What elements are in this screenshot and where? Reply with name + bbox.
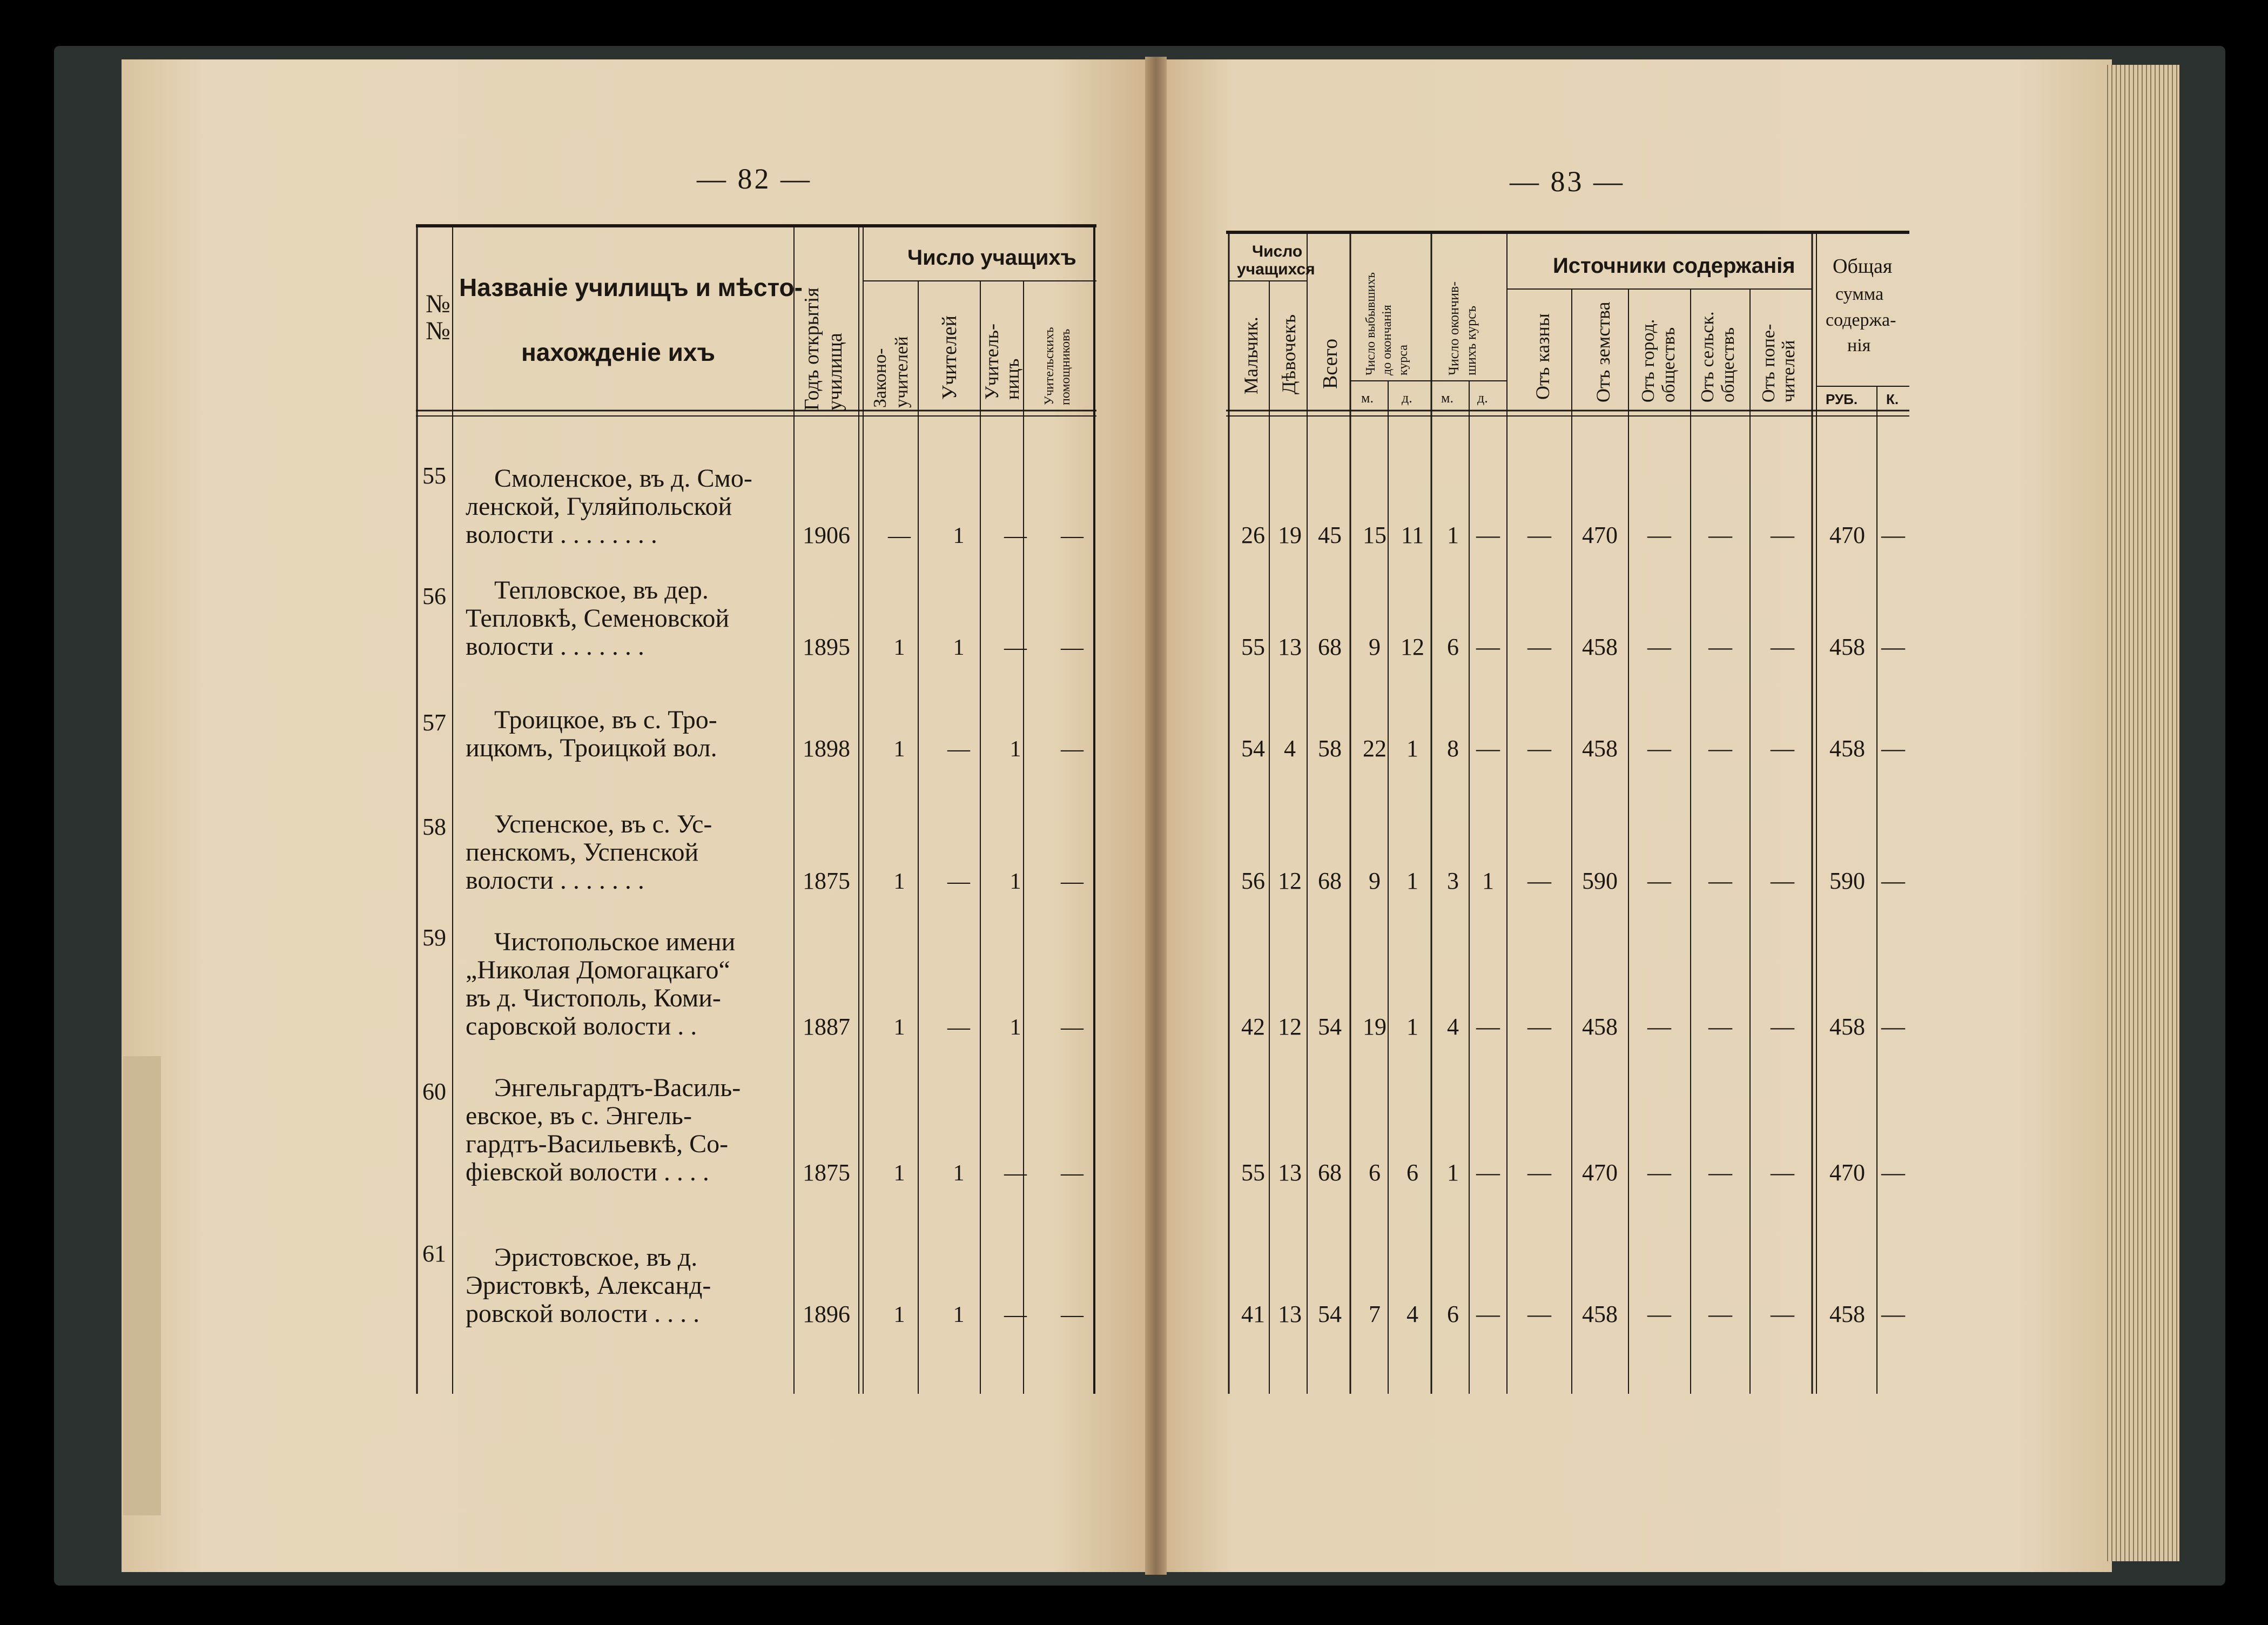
school-name-line: саровской волости . . — [466, 1012, 697, 1040]
row-number: 57 — [422, 709, 446, 736]
school-name-line: Смоленское, въ д. Смо- — [494, 464, 752, 493]
header-treasury: Отъ казны — [1532, 313, 1553, 400]
zemstvo-cell: 458 — [1582, 735, 1618, 762]
boys-cell: 54 — [1241, 735, 1265, 762]
grad_m-cell: 1 — [1447, 522, 1459, 548]
boys-cell: 56 — [1241, 868, 1265, 894]
boys-cell: 26 — [1241, 522, 1265, 548]
row-number: 55 — [422, 462, 446, 489]
row-number: 61 — [422, 1240, 446, 1267]
rural-cell: — — [1708, 735, 1732, 762]
grad_d-cell: — — [1476, 634, 1500, 660]
total-cell: 68 — [1318, 1159, 1342, 1186]
boys-cell: 41 — [1241, 1301, 1265, 1327]
sum-cell: 470 — [1829, 522, 1865, 548]
female-teachers-cell: — — [1004, 523, 1027, 548]
city-cell: — — [1647, 868, 1671, 894]
trustees-cell: — — [1771, 634, 1794, 660]
school-name-line: волости . . . . . . . — [466, 866, 644, 895]
rural-cell: — — [1708, 634, 1732, 660]
right-table-rows — [1241, 522, 1906, 1327]
grad_d-cell: 1 — [1482, 868, 1494, 894]
female-teachers-cell: — — [1004, 635, 1027, 660]
school-name-line: ровской волости . . . . — [466, 1299, 700, 1328]
grad_d-cell: — — [1476, 1013, 1500, 1040]
header-dropped-3: курса — [1396, 345, 1410, 375]
header-students-2: учащихся — [1237, 260, 1315, 278]
year-cell: 1875 — [803, 868, 850, 894]
header-teachers: Учителей — [938, 315, 961, 400]
school-name-line: волости . . . . . . . — [466, 632, 644, 661]
city-cell: — — [1647, 735, 1671, 762]
school-name-line: Тепловкѣ, Семеновской — [466, 604, 730, 633]
header-grad-m: м. — [1441, 390, 1453, 406]
teachers-cell: 1 — [953, 523, 965, 548]
female-teachers-cell: — — [1004, 1302, 1027, 1327]
kop-cell: — — [1881, 1013, 1905, 1040]
boys-cell: 55 — [1241, 1159, 1265, 1186]
kop-cell: — — [1881, 735, 1905, 762]
city-cell: — — [1647, 1159, 1671, 1186]
header-assist-2: помощниковъ — [1059, 328, 1073, 405]
grad_m-cell: 3 — [1447, 868, 1459, 894]
header-sum-2: сумма — [1835, 284, 1884, 304]
row-number: 59 — [422, 924, 446, 951]
sum-cell: 458 — [1829, 735, 1865, 762]
treasury-cell: — — [1527, 1013, 1551, 1040]
header-no-2: № — [426, 317, 450, 345]
assistants-cell: — — [1061, 1161, 1083, 1186]
header-students-1: Число — [1252, 243, 1303, 260]
grad_m-cell: 4 — [1447, 1013, 1459, 1040]
treasury-cell: — — [1527, 1301, 1551, 1327]
zemstvo-cell: 470 — [1582, 1159, 1618, 1186]
teachers-cell: — — [947, 737, 970, 762]
header-city-1: Отъ город. — [1638, 319, 1658, 402]
school-name-line: пенскомъ, Успенской — [466, 838, 699, 867]
trustees-cell: — — [1771, 522, 1794, 548]
drop_d-cell: 1 — [1406, 735, 1418, 762]
boys-cell: 55 — [1241, 634, 1265, 660]
school-name-line: Чистопольское имени — [494, 928, 736, 956]
header-zemstvo: Отъ земства — [1592, 301, 1614, 402]
zemstvo-cell: 590 — [1582, 868, 1618, 894]
teachers-cell: 1 — [953, 635, 965, 660]
kop-cell: — — [1881, 868, 1905, 894]
drop_m-cell: 7 — [1369, 1301, 1381, 1327]
header-trustees-1: Отъ попе- — [1759, 324, 1779, 402]
drop_d-cell: 6 — [1406, 1159, 1418, 1186]
header-law-2: учителей — [892, 336, 912, 408]
header-city-2: обществъ — [1659, 327, 1679, 402]
year-cell: 1906 — [803, 522, 850, 548]
school-name-line: евское, въ с. Энгель- — [466, 1102, 692, 1130]
trustees-cell: — — [1771, 1301, 1794, 1327]
law-teachers-cell: 1 — [893, 1161, 905, 1186]
header-rural-1: Отъ сельск. — [1698, 311, 1718, 402]
zemstvo-cell: 458 — [1582, 1013, 1618, 1040]
drop_m-cell: 15 — [1363, 522, 1387, 548]
teachers-cell: — — [947, 1015, 970, 1040]
city-cell: — — [1647, 634, 1671, 660]
girls-cell: 4 — [1284, 735, 1296, 762]
assistants-cell: — — [1061, 635, 1083, 660]
grad_m-cell: 6 — [1447, 634, 1459, 660]
female-teachers-cell: 1 — [1010, 1015, 1021, 1040]
school-name-line: волости . . . . . . . . — [466, 520, 657, 549]
drop_m-cell: 19 — [1363, 1013, 1387, 1040]
header-no-1: № — [426, 290, 450, 318]
year-cell: 1895 — [803, 634, 850, 660]
total-cell: 54 — [1318, 1301, 1342, 1327]
total-cell: 68 — [1318, 868, 1342, 894]
year-cell: 1896 — [803, 1301, 850, 1327]
trustees-cell: — — [1771, 868, 1794, 894]
treasury-cell: — — [1527, 868, 1551, 894]
header-boys: Мальчик. — [1240, 317, 1262, 394]
header-dropped-m: м. — [1361, 390, 1374, 406]
row-number: 60 — [422, 1078, 446, 1105]
female-teachers-cell: 1 — [1010, 869, 1021, 894]
assistants-cell: — — [1061, 1302, 1083, 1327]
header-trustees-2: чителей — [1779, 340, 1799, 402]
year-cell: 1898 — [803, 735, 850, 762]
assistants-cell: — — [1061, 523, 1083, 548]
kop-cell: — — [1881, 634, 1905, 660]
city-cell: — — [1647, 522, 1671, 548]
drop_m-cell: 9 — [1369, 868, 1381, 894]
grad_m-cell: 8 — [1447, 735, 1459, 762]
header-teachers-group: Число учащихъ — [907, 246, 1076, 270]
header-year-2: училища — [824, 333, 846, 411]
sum-cell: 470 — [1829, 1159, 1865, 1186]
law-teachers-cell: 1 — [893, 1015, 905, 1040]
school-name-line: „Николая Домогацкаго“ — [466, 956, 730, 984]
zemstvo-cell: 470 — [1582, 522, 1618, 548]
school-name-line: Энгельгардтъ-Василь- — [494, 1073, 741, 1102]
grad_d-cell: — — [1476, 522, 1500, 548]
header-name-2: нахожденіе ихъ — [521, 338, 716, 366]
sum-cell: 458 — [1829, 1301, 1865, 1327]
assistants-cell: — — [1061, 1015, 1083, 1040]
rural-cell: — — [1708, 1013, 1732, 1040]
year-cell: 1887 — [803, 1013, 850, 1040]
school-name-line: Успенское, въ с. Ус- — [494, 810, 712, 838]
sum-cell: 458 — [1829, 1013, 1865, 1040]
trustees-cell: — — [1771, 1013, 1794, 1040]
grad_d-cell: — — [1476, 735, 1500, 762]
page-number-right: — 83 — — [1510, 165, 1625, 198]
header-year-1: Годъ открытія — [800, 287, 823, 411]
teachers-cell: 1 — [953, 1302, 965, 1327]
city-cell: — — [1647, 1013, 1671, 1040]
header-sum-4: нія — [1847, 335, 1871, 355]
header-total: Всего — [1319, 338, 1342, 389]
year-cell: 1875 — [803, 1159, 850, 1186]
header-name-1: Названіе училищъ и мѣсто- — [459, 273, 803, 301]
grad_d-cell: — — [1476, 1159, 1500, 1186]
girls-cell: 12 — [1278, 1013, 1302, 1040]
header-kop: К. — [1886, 391, 1899, 407]
total-cell: 68 — [1318, 634, 1342, 660]
law-teachers-cell: 1 — [893, 1302, 905, 1327]
school-name-line: Троицкое, въ с. Тро- — [494, 706, 717, 734]
assistants-cell: — — [1061, 869, 1083, 894]
header-female-2: ницъ — [1001, 358, 1023, 400]
rural-cell: — — [1708, 1159, 1732, 1186]
header-girls: Дѣвочекъ — [1278, 314, 1300, 394]
header-dropped-1: Число выбывшихъ — [1364, 272, 1378, 375]
zemstvo-cell: 458 — [1582, 1301, 1618, 1327]
right-table-frame — [1226, 232, 1909, 1394]
total-cell: 45 — [1318, 522, 1342, 548]
treasury-cell: — — [1527, 1159, 1551, 1186]
treasury-cell: — — [1527, 735, 1551, 762]
girls-cell: 12 — [1278, 868, 1302, 894]
law-teachers-cell: 1 — [893, 737, 905, 762]
total-cell: 54 — [1318, 1013, 1342, 1040]
page-number-left: — 82 — — [697, 163, 812, 195]
row-number: 56 — [422, 583, 446, 609]
teachers-cell: 1 — [953, 1161, 965, 1186]
law-teachers-cell: 1 — [893, 635, 905, 660]
assistants-cell: — — [1061, 737, 1083, 762]
header-grad-d: д. — [1477, 390, 1488, 406]
sum-cell: 590 — [1829, 868, 1865, 894]
header-dropped-2: до окончанія — [1380, 305, 1394, 375]
grad_m-cell: 6 — [1447, 1301, 1459, 1327]
row-number: 58 — [422, 814, 446, 840]
school-name-line: ицкомъ, Троицкой вол. — [466, 734, 717, 762]
drop_d-cell: 12 — [1401, 634, 1424, 660]
header-sum-1: Общая — [1833, 255, 1893, 278]
female-teachers-cell: — — [1004, 1161, 1027, 1186]
drop_d-cell: 4 — [1406, 1301, 1418, 1327]
header-grad-1: Число окончив- — [1446, 281, 1462, 375]
header-sum-3: содержа- — [1826, 310, 1896, 330]
girls-cell: 13 — [1278, 1301, 1302, 1327]
girls-cell: 19 — [1278, 522, 1302, 548]
kop-cell: — — [1881, 1301, 1905, 1327]
kop-cell: — — [1881, 522, 1905, 548]
treasury-cell: — — [1527, 522, 1551, 548]
grad_m-cell: 1 — [1447, 1159, 1459, 1186]
law-teachers-cell: 1 — [893, 869, 905, 894]
sum-cell: 458 — [1829, 634, 1865, 660]
left-table-rows — [422, 462, 1084, 1328]
drop_m-cell: 22 — [1363, 735, 1387, 762]
teachers-cell: — — [947, 869, 970, 894]
drop_d-cell: 1 — [1406, 1013, 1418, 1040]
girls-cell: 13 — [1278, 634, 1302, 660]
school-name-line: Тепловское, въ дер. — [494, 576, 709, 605]
trustees-cell: — — [1771, 735, 1794, 762]
female-teachers-cell: 1 — [1010, 737, 1021, 762]
school-name-line: въ д. Чистополь, Коми- — [466, 984, 721, 1012]
drop_m-cell: 9 — [1369, 634, 1381, 660]
school-name-line: фіевской волости . . . . — [466, 1158, 709, 1186]
grad_d-cell: — — [1476, 1301, 1500, 1327]
drop_d-cell: 11 — [1401, 522, 1424, 548]
drop_m-cell: 6 — [1369, 1159, 1381, 1186]
header-rural-2: обществъ — [1718, 327, 1738, 402]
treasury-cell: — — [1527, 634, 1551, 660]
drop_d-cell: 1 — [1406, 868, 1418, 894]
header-female-1: Учитель- — [981, 324, 1002, 400]
header-rub: РУБ. — [1826, 391, 1858, 407]
rural-cell: — — [1708, 1301, 1732, 1327]
school-name-line: Эристовкѣ, Александ- — [466, 1271, 711, 1300]
header-law-1: Законо- — [870, 348, 890, 408]
rural-cell: — — [1708, 522, 1732, 548]
header-grad-2: шихъ курсъ — [1463, 305, 1479, 375]
header-assist-1: Учительскихъ — [1042, 327, 1056, 405]
header-sources-group: Источники содержанія — [1553, 254, 1795, 278]
city-cell: — — [1647, 1301, 1671, 1327]
school-name-line: гардтъ-Васильевкѣ, Со- — [466, 1130, 729, 1158]
rural-cell: — — [1708, 868, 1732, 894]
law-teachers-cell: — — [888, 523, 911, 548]
boys-cell: 42 — [1241, 1013, 1265, 1040]
trustees-cell: — — [1771, 1159, 1794, 1186]
girls-cell: 13 — [1278, 1159, 1302, 1186]
total-cell: 58 — [1318, 735, 1342, 762]
kop-cell: — — [1881, 1159, 1905, 1186]
zemstvo-cell: 458 — [1582, 634, 1618, 660]
school-name-line: ленской, Гуляйпольской — [466, 492, 732, 521]
header-dropped-d: д. — [1402, 390, 1412, 406]
school-name-line: Эристовское, въ д. — [494, 1243, 698, 1272]
